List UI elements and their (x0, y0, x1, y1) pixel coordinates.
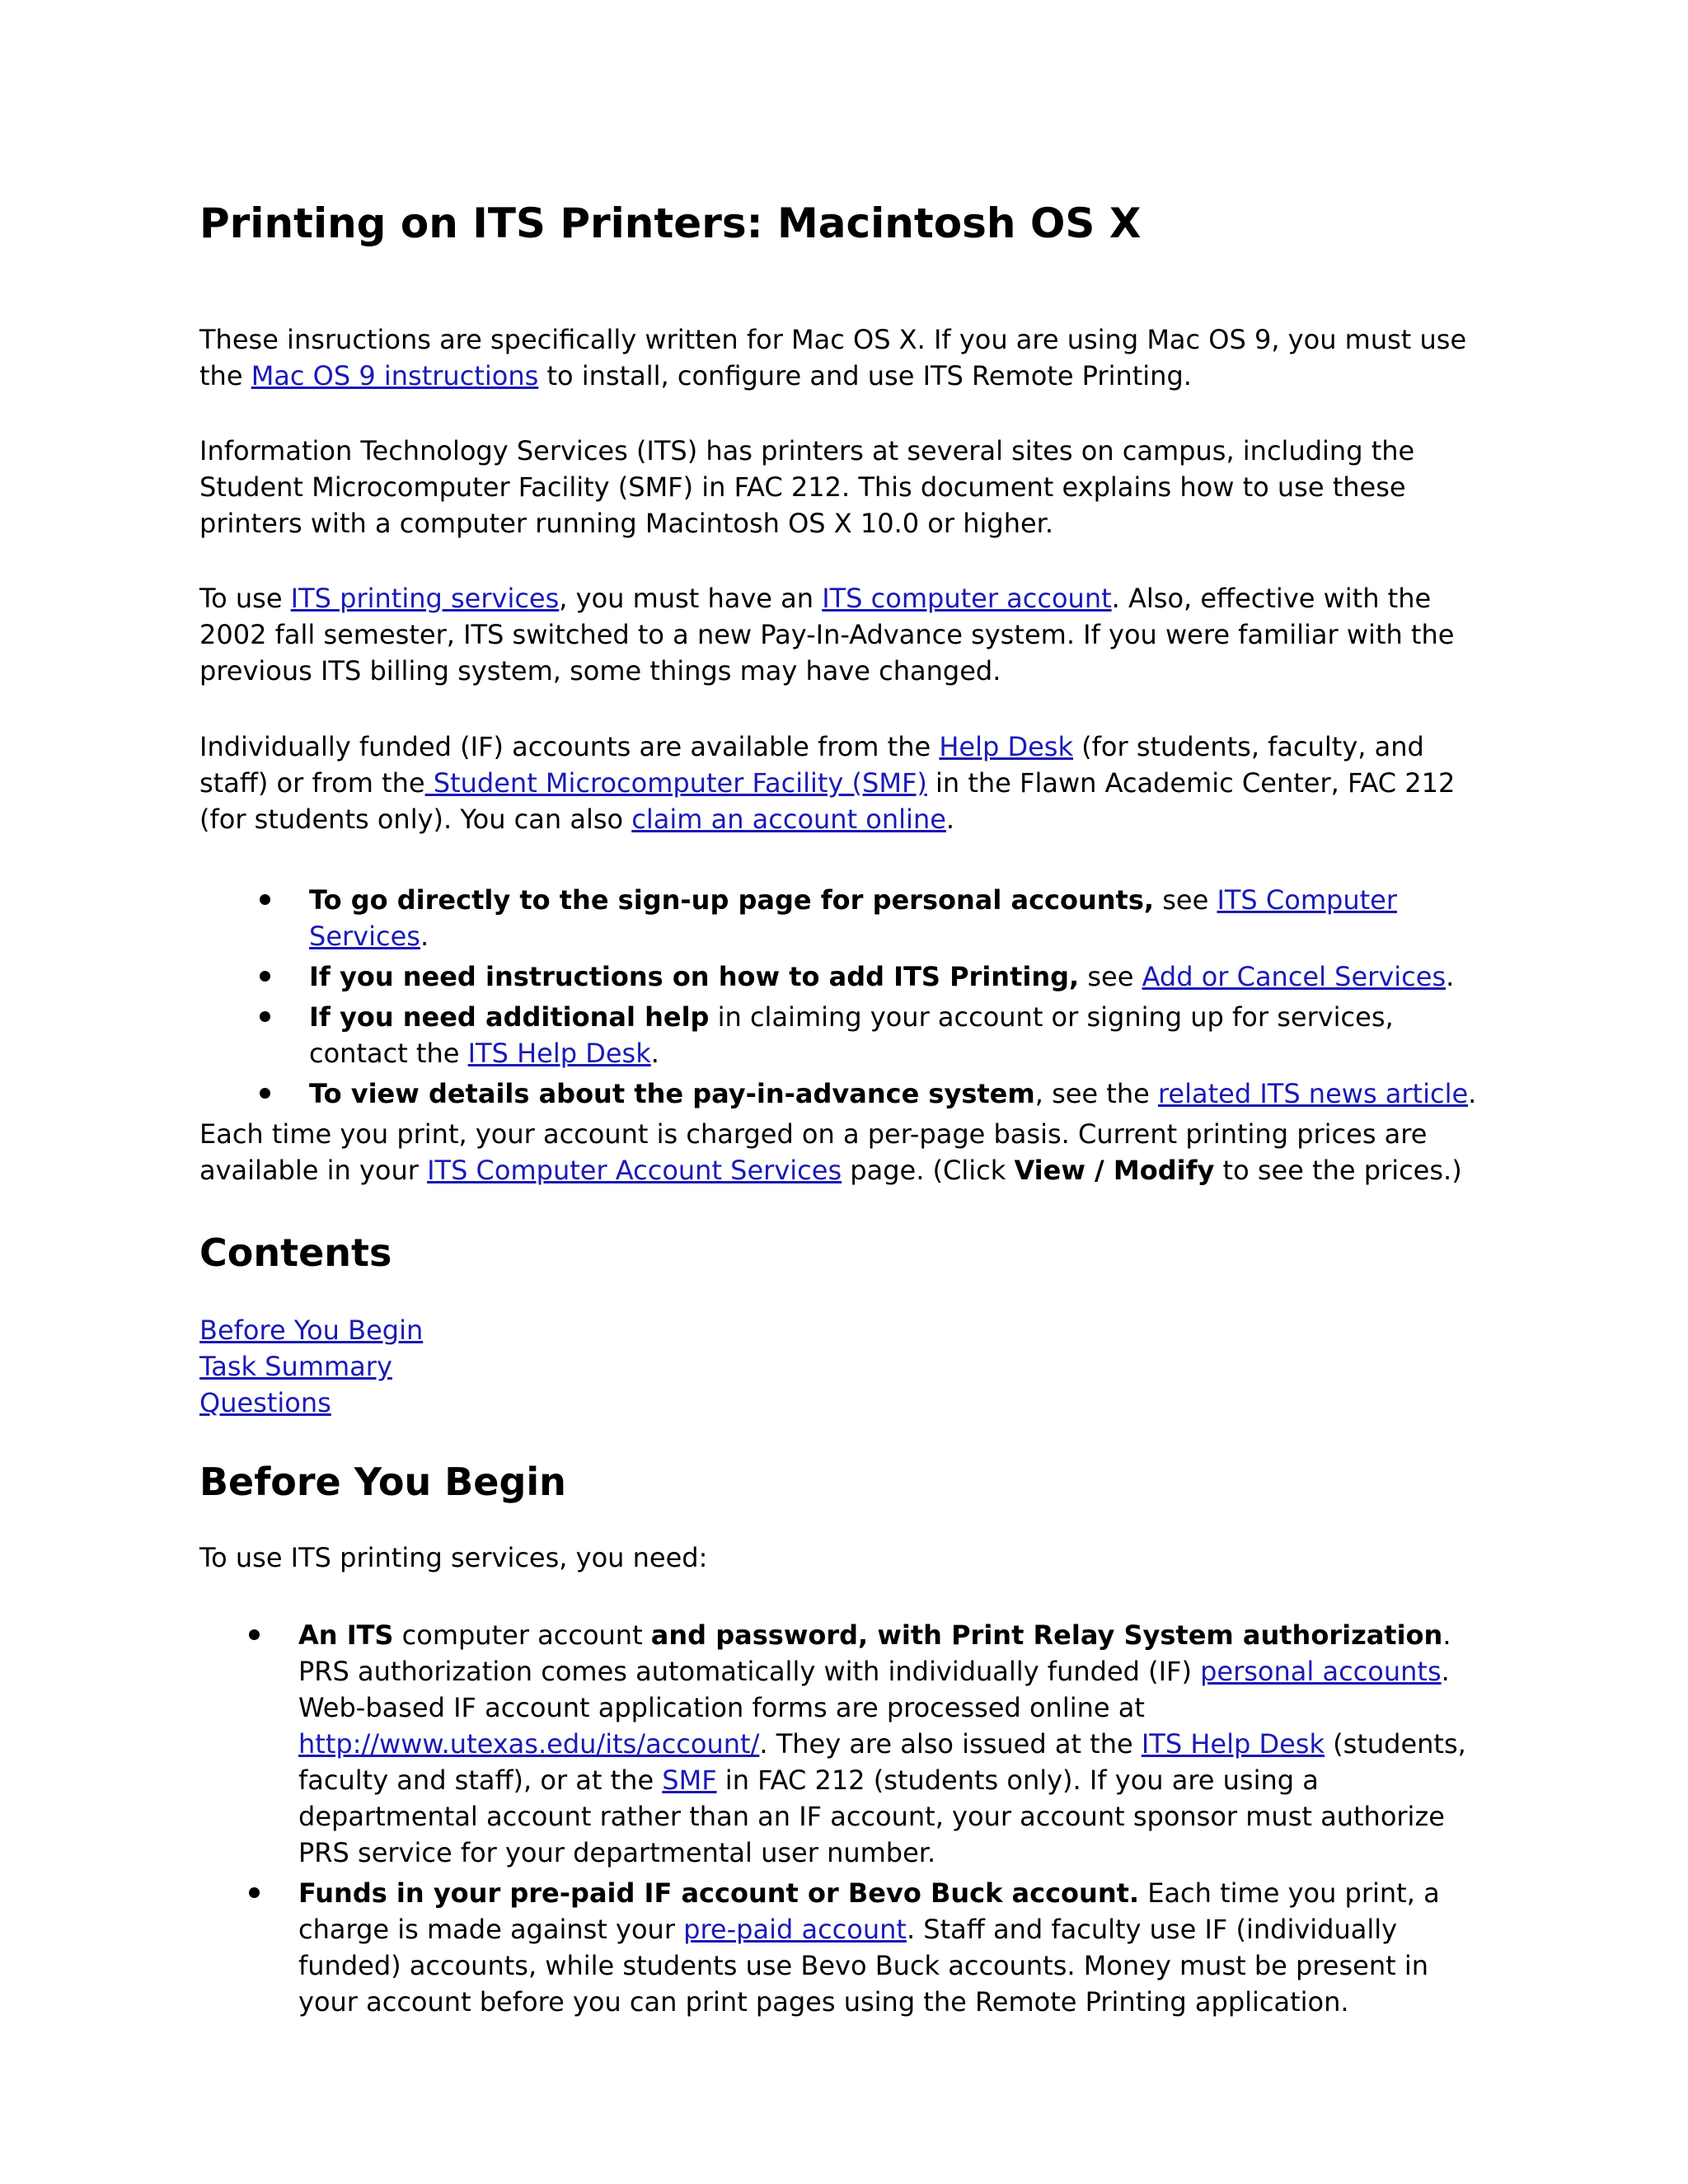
charge-paragraph (199, 1116, 1493, 1188)
its-printing-services-link[interactable]: ITS printing services (290, 583, 560, 614)
requirements-list (298, 1617, 1496, 2024)
list-item-bold: Funds in your pre-paid IF account or Bevo Buck account. (298, 1877, 1140, 1909)
charge-text-2: page. (Click (842, 1155, 1015, 1186)
page-title: Printing on ITS Printers: Macintosh OS X (199, 199, 1142, 247)
add-cancel-services-link[interactable]: Add or Cancel Services (1142, 961, 1447, 992)
list-item (309, 958, 1496, 995)
list-item (298, 1617, 1496, 1871)
list-item-text: . (1446, 961, 1455, 992)
toc-link-before-you-begin[interactable]: Before You Begin (199, 1315, 424, 1346)
smf-short-link[interactable]: SMF (662, 1765, 717, 1796)
claim-account-online-link[interactable]: claim an account online (631, 804, 946, 835)
its-computer-account-services-link[interactable]: ITS Computer Account Services (427, 1155, 842, 1186)
its-help-desk-link[interactable]: ITS Help Desk (1141, 1728, 1325, 1760)
list-item-text: Each time you print, a charge is made against your (298, 1877, 1440, 1945)
list-item-text: in claiming your account or signing up for services, contact the (309, 1001, 1394, 1069)
list-item-bold: If you need additional help (309, 1001, 710, 1033)
list-item-bold: To go directly to the sign-up page for personal accounts, (309, 884, 1155, 916)
info-paragraph: Information Technology Services (ITS) has printers at several sites on campus, including the Student Microcomputer Facility (SMF) in FAC 212. This document explains how to use these printers with a computer running Macintosh OS X 10.0 or higher. (199, 435, 1415, 539)
accounts-text-2: (for students, faculty, and staff) or from the (199, 731, 1424, 799)
list-item-bold: An ITS (298, 1619, 394, 1651)
list-item-text: . Staff and faculty use IF (individually funded) accounts, while students use Bevo Buck accounts. Money must be present in your account before you can print pages using the Remote Printing application. (298, 1914, 1428, 2018)
list-item-text: . They are also issued at the (759, 1728, 1142, 1760)
intro-text-2: to install, configure and use ITS Remote Printing. (538, 360, 1192, 391)
list-item-text: computer account (393, 1619, 651, 1651)
list-item-text: in FAC 212 (students only). If you are using a departmental account rather than an IF account, your account sponsor must authorize PRS service for your departmental user number. (298, 1765, 1445, 1868)
intro-paragraph (199, 321, 1493, 394)
list-item-text: , see the (1034, 1078, 1158, 1109)
intro-text-1: These insructions are specifically written for Mac OS X. If you are using Mac OS 9, you must use the (199, 324, 1467, 391)
accounts-text-3: in the Flawn Academic Center, FAC 212 (for students only). You can also (199, 767, 1456, 835)
list-item (309, 999, 1496, 1071)
list-item-bold: If you need instructions on how to add ITS Printing, (309, 961, 1080, 992)
table-of-contents (199, 1312, 423, 1421)
toc-link-questions[interactable]: Questions (199, 1387, 331, 1418)
account-url-link[interactable]: http://www.utexas.edu/its/account/ (298, 1728, 760, 1760)
mac-os9-instructions-link[interactable]: Mac OS 9 instructions (251, 360, 539, 391)
contents-heading: Contents (199, 1230, 392, 1275)
list-item (309, 1076, 1496, 1112)
touse-text-3: . Also, effective with the 2002 fall semester, ITS switched to a new Pay-In-Advance system. If you were familiar with the previous ITS billing system, some things may have changed. (199, 583, 1455, 687)
view-modify-label: View / Modify (1014, 1155, 1215, 1186)
charge-text-3: to see the prices.) (1214, 1155, 1462, 1186)
its-help-desk-link[interactable]: ITS Help Desk (467, 1038, 651, 1069)
list-item-text: see (1079, 961, 1142, 992)
list-item-bold: To view details about the pay-in-advance system (309, 1078, 1035, 1109)
list-item-bold: and password, with Print Relay System authorization (650, 1619, 1443, 1651)
charge-text-1: Each time you print, your account is charged on a per-page basis. Current printing prices are available in your (199, 1118, 1428, 1186)
list-item-text: . PRS authorization comes automatically with individually funded (IF) (298, 1619, 1451, 1687)
before-you-begin-heading: Before You Begin (199, 1460, 566, 1504)
list-item-text: . (1468, 1078, 1477, 1109)
accounts-paragraph (199, 729, 1493, 837)
list-item-text: (students, faculty and staff), or at the (298, 1728, 1466, 1796)
list-item (309, 882, 1496, 954)
related-news-article-link[interactable]: related ITS news article (1157, 1078, 1469, 1109)
list-item-text: . Web-based IF account application forms are processed online at (298, 1656, 1450, 1723)
touse-paragraph (199, 580, 1493, 689)
its-computer-services-link[interactable]: ITS Computer Services (309, 884, 1397, 952)
touse-text-1: To use (199, 583, 291, 614)
account-help-list (309, 882, 1496, 1116)
accounts-text-1: Individually funded (IF) accounts are available from the (199, 731, 940, 762)
list-item (298, 1875, 1496, 2020)
list-item-text: . (420, 921, 429, 952)
accounts-text-4: . (945, 804, 955, 835)
touse-text-2: , you must have an (559, 583, 823, 614)
list-item-text: . (650, 1038, 659, 1069)
pre-paid-account-link[interactable]: pre-paid account (683, 1914, 907, 1945)
toc-link-task-summary[interactable]: Task Summary (199, 1351, 392, 1382)
smf-link[interactable]: Student Microcomputer Facility (SMF) (424, 767, 927, 799)
list-item-text: see (1154, 884, 1217, 916)
personal-accounts-link[interactable]: personal accounts (1200, 1656, 1442, 1687)
help-desk-link[interactable]: Help Desk (939, 731, 1073, 762)
before-intro-text: To use ITS printing services, you need: (199, 1542, 708, 1573)
its-computer-account-link[interactable]: ITS computer account (822, 583, 1112, 614)
